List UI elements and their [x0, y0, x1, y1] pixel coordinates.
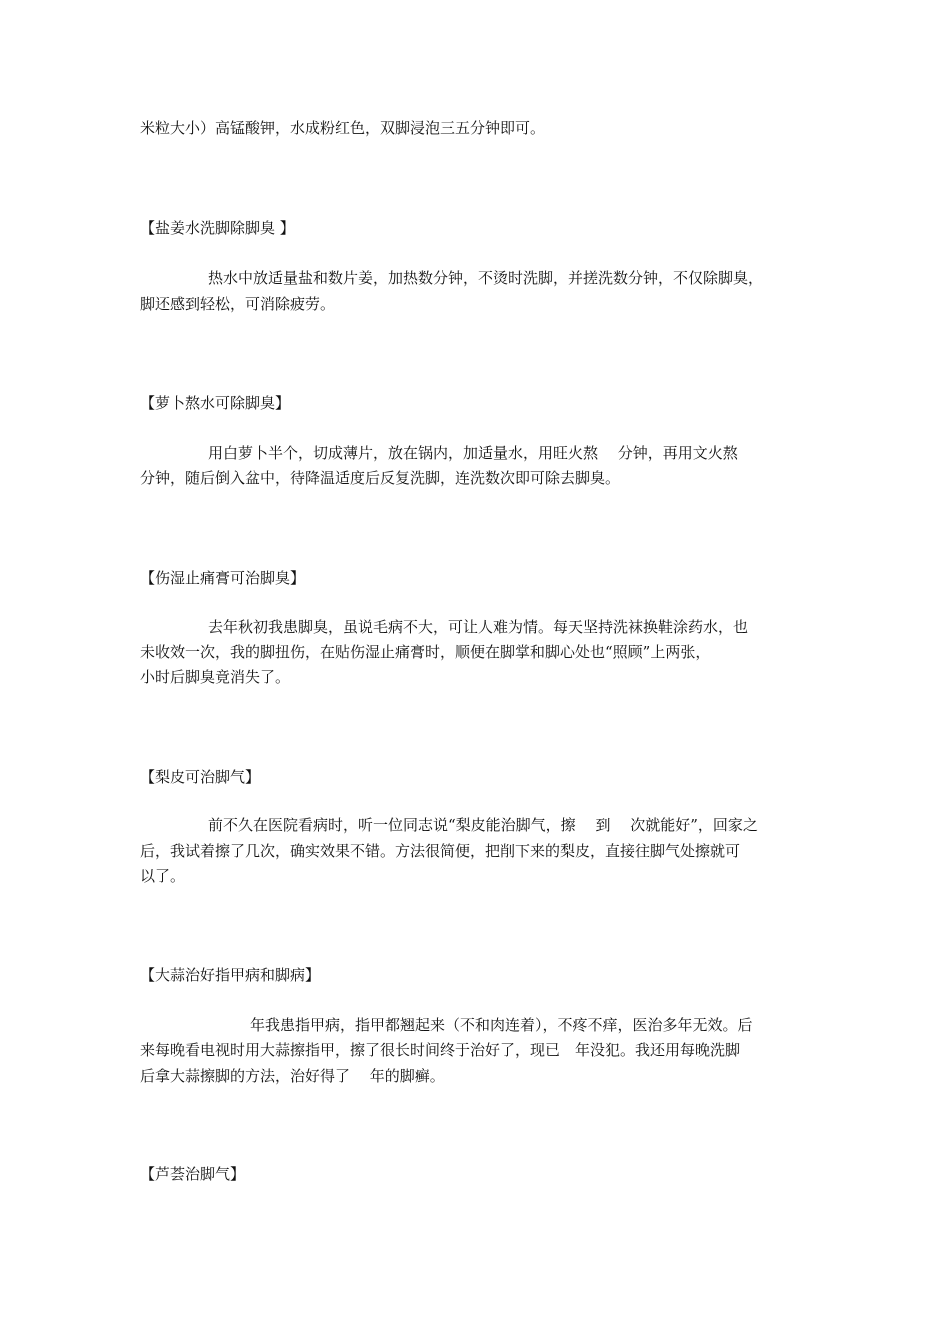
section-paragraph-line: 小时后脚臭竟消失了。: [140, 668, 291, 686]
section-title-salt-ginger: 【盐姜水洗脚除脚臭 】: [140, 219, 295, 237]
section-title-radish: 【萝卜熬水可除脚臭】: [140, 394, 291, 412]
section-title-aloe: 【芦荟治脚气】: [140, 1165, 246, 1183]
section-paragraph-line: 年我患指甲病，指甲都翘起来（不和肉连着），不疼不痒，医治多年无效。后: [250, 1016, 753, 1034]
section-title-pear-peel: 【梨皮可治脚气】: [140, 768, 261, 786]
intro-tail-line: 米粒大小）高锰酸钾，水成粉红色，双脚浸泡三五分钟即可。: [140, 119, 546, 137]
section-paragraph-line: 前不久在医院看病时，听一位同志说“梨皮能治脚气，擦 到 次就能好”，回家之: [208, 816, 758, 834]
section-paragraph-line: 去年秋初我患脚臭，虽说毛病不大，可让人难为情。每天坚持洗袜换鞋涂药水，也: [208, 618, 749, 636]
section-paragraph-line: 用白萝卜半个，切成薄片，放在锅内，加适量水，用旺火熬 分钟，再用文火熬: [208, 444, 738, 462]
section-paragraph-line: 未收效一次，我的脚扭伤，在贴伤湿止痛膏时，顺便在脚掌和脚心处也“照顾”上两张，: [140, 643, 711, 661]
section-title-garlic: 【大蒜治好指甲病和脚病】: [140, 966, 321, 984]
section-paragraph-line: 后拿大蒜擦脚的方法，治好得了 年的脚癣。: [140, 1067, 445, 1085]
section-paragraph-line: 后，我试着擦了几次，确实效果不错。方法很简便，把削下来的梨皮，直接往脚气处擦就可: [140, 842, 741, 860]
section-paragraph-line: 热水中放适量盐和数片姜，加热数分钟，不烫时洗脚，并搓洗数分钟，不仅除脚臭，: [208, 269, 764, 287]
section-paragraph-line: 来每晚看电视时用大蒜擦指甲，擦了很长时间终于治好了，现已 年没犯。我还用每晚洗脚: [140, 1041, 741, 1059]
section-paragraph-line: 以了。: [140, 867, 186, 885]
section-paragraph-line: 脚还感到轻松，可消除疲劳。: [140, 295, 336, 313]
section-title-plaster: 【伤湿止痛膏可治脚臭】: [140, 569, 306, 587]
section-paragraph-line: 分钟，随后倒入盆中，待降温适度后反复洗脚，连洗数次即可除去脚臭。: [140, 469, 621, 487]
